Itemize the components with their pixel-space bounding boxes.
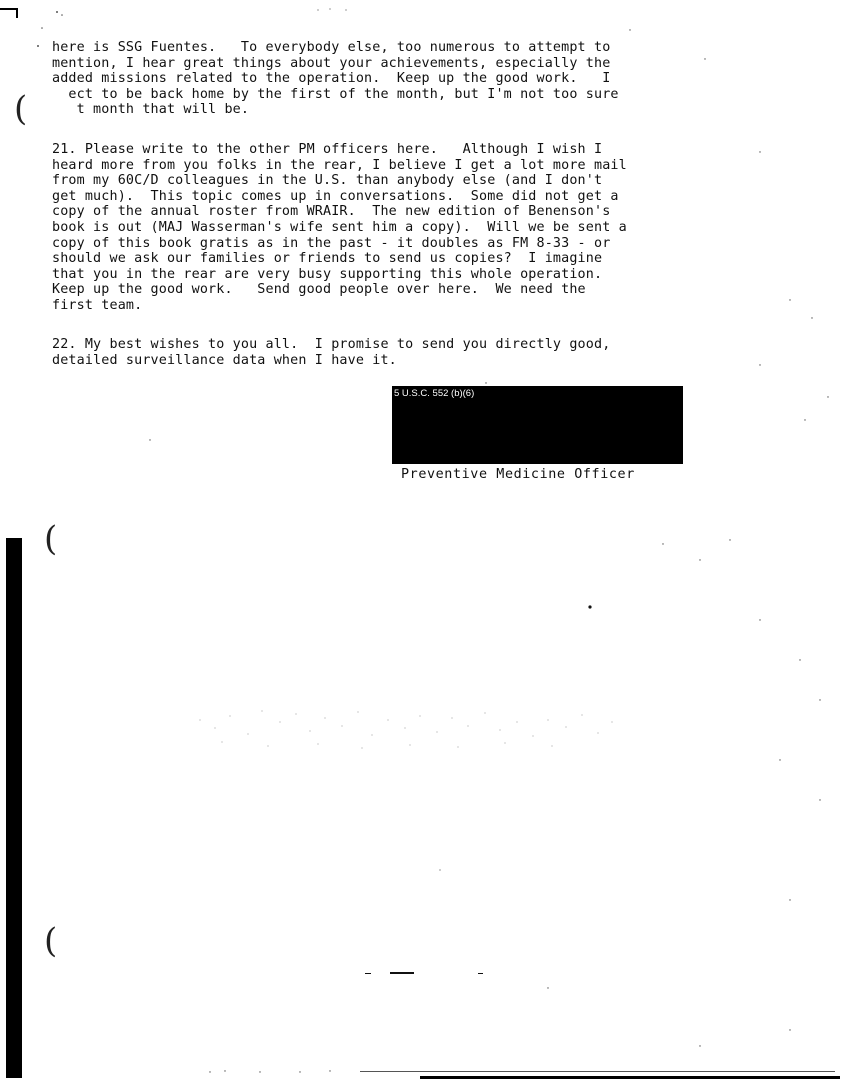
text-line: 21. Please write to the other PM officers here. Although I wish I: [52, 142, 603, 157]
scan-bracket-mark: (: [44, 921, 58, 961]
scan-bottom-rule: [420, 1076, 840, 1079]
text-line: copy of the annual roster from WRAIR. The new edition of Benenson's: [52, 204, 611, 220]
text-line: ect to be back home by the first of the month, but I'm not too sure: [52, 86, 619, 102]
text-line: detailed surveillance data when I have it.: [52, 352, 397, 368]
text-line: should we ask our families or friends to send us copies? I imagine: [52, 251, 603, 267]
scan-margin-bar: [6, 538, 22, 1078]
text-line: first team.: [52, 297, 143, 313]
text-line: copy of this book gratis as in the past - it doubles as FM 8-33 - or: [52, 235, 611, 251]
scan-dash: [478, 973, 483, 974]
scan-bottom-rule-thin: [360, 1071, 835, 1072]
text-line: added missions related to the operation. Keep up the good work. I: [52, 71, 611, 87]
text-line: book is out (MAJ Wasserman's wife sent him a copy). Will we be sent a: [52, 219, 627, 235]
text-line: from my 60C/D colleagues in the U.S. than anybody else (and I don't: [52, 173, 603, 189]
paragraph-22: [52, 337, 772, 368]
scan-dash: [365, 973, 371, 974]
redaction-label: 5 U.S.C. 552 (b)(6): [394, 388, 475, 399]
scan-dash: [390, 972, 414, 974]
redaction-block: [392, 386, 683, 464]
text-line: here is SSG Fuentes. To everybody else, too numerous to attempt to: [52, 40, 611, 55]
text-line: t month that will be.: [52, 102, 250, 118]
scan-corner-mark-vertical: [16, 8, 18, 18]
text-line: get much). This topic comes up in conversations. Some did not get a: [52, 188, 619, 204]
text-line: Keep up the good work. Send good people over here. We need the: [52, 282, 586, 298]
text-line: that you in the rear are very busy supporting this whole operation.: [52, 266, 603, 282]
paragraph-21: [52, 142, 772, 314]
scan-bracket-mark: (: [44, 519, 58, 559]
text-line: mention, I hear great things about your achievements, especially the: [52, 55, 611, 71]
text-line: heard more from you folks in the rear, I believe I get a lot more mail: [52, 157, 627, 173]
signature-title: Preventive Medicine Officer: [401, 467, 635, 482]
paragraph-continuation: [52, 40, 772, 118]
scan-bracket-mark: (: [14, 89, 28, 129]
text-line: 22. My best wishes to you all. I promise to send you directly good,: [52, 337, 611, 352]
